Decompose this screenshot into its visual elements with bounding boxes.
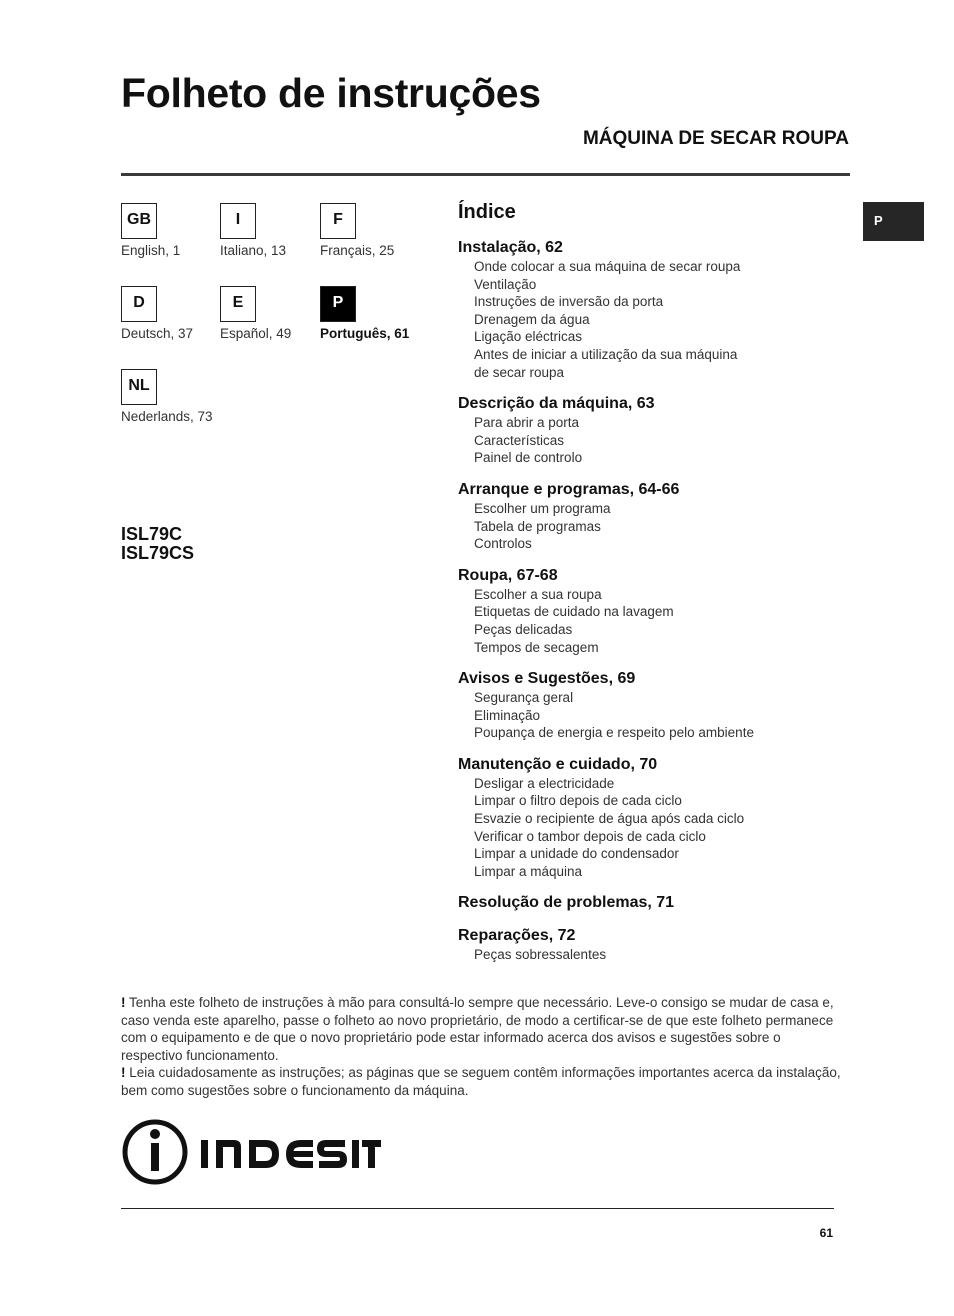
header-divider	[121, 173, 850, 176]
language-entry-d[interactable]	[121, 286, 193, 341]
page-title: Folheto de instruções	[121, 70, 541, 116]
toc-item[interactable]: Escolher a sua roupa	[474, 586, 602, 602]
toc-section-warnings	[458, 669, 878, 742]
toc-item[interactable]: Escolher um programa	[474, 500, 611, 516]
toc-heading[interactable]: Avisos e Sugestões, 69	[458, 670, 636, 688]
toc-item[interactable]: Peças sobressalentes	[474, 947, 607, 963]
toc-section-maintenance	[458, 755, 878, 881]
toc-heading[interactable]: Descrição da máquina, 63	[458, 395, 655, 413]
warning-exclamation-icon: !	[121, 1065, 126, 1080]
language-label: Nederlands, 73	[121, 409, 213, 424]
toc-item[interactable]: Drenagem da água	[474, 311, 590, 327]
toc-item[interactable]: Controlos	[474, 536, 532, 552]
toc-item[interactable]: Antes de iniciar a utilização da sua máquina	[474, 346, 738, 362]
language-code-box: NL	[121, 369, 157, 405]
note-text: Tenha este folheto de instruções à mão para consultá-lo sempre que necessário. Leve-o consigo se mudar de casa e, caso venda este aparelho, passe o folheto ao novo proprietário, de modo a certificar-se de que este folheto permanece com o equipamento e de que o novo proprietário pode estar informado acerca dos avisos e sugestões sobre o respectivo funcionamento.	[121, 995, 834, 1063]
toc-item[interactable]: Para abrir a porta	[474, 415, 580, 431]
language-label: Español, 49	[220, 326, 292, 341]
safety-notes	[121, 994, 841, 1099]
index-title: Índice	[458, 201, 516, 223]
toc-heading[interactable]: Instalação, 62	[458, 239, 563, 256]
toc-heading[interactable]: Arranque e programas, 64-66	[458, 480, 680, 498]
footer-divider	[121, 1208, 834, 1209]
language-code-box: E	[220, 286, 256, 322]
language-entry-f[interactable]	[320, 203, 394, 258]
toc-item[interactable]: Ventilação	[474, 276, 537, 292]
language-code-box: GB	[121, 203, 157, 239]
indesit-logo-graphic	[121, 1118, 381, 1188]
language-label: Français, 25	[320, 243, 395, 258]
toc-section-laundry	[458, 566, 878, 656]
toc-item[interactable]: Poupança de energia e respeito pelo ambiente	[474, 725, 754, 741]
note-paragraph	[121, 1064, 841, 1099]
note-paragraph	[121, 994, 841, 1064]
language-entry-p[interactable]	[320, 286, 409, 341]
model-number: ISL79CS	[121, 543, 195, 563]
language-label-active: Português, 61	[320, 326, 410, 341]
language-label: Deutsch, 37	[121, 326, 194, 341]
toc-section-troubleshooting	[458, 893, 878, 913]
toc-item[interactable]: Tempos de secagem	[474, 639, 599, 655]
toc-item[interactable]: de secar roupa	[474, 364, 565, 380]
toc-item[interactable]: Onde colocar a sua máquina de secar roupa	[474, 259, 741, 274]
toc-section-repairs	[458, 926, 878, 964]
toc-item[interactable]: Verificar o tambor depois de cada ciclo	[474, 828, 706, 844]
indesit-logo	[121, 1118, 381, 1193]
language-entry-gb[interactable]	[121, 203, 180, 258]
toc-item[interactable]: Etiquetas de cuidado na lavagem	[474, 604, 674, 620]
language-entry-nl[interactable]	[121, 369, 213, 424]
table-of-contents	[458, 238, 878, 977]
toc-item[interactable]: Desligar a electricidade	[474, 775, 615, 791]
toc-item[interactable]: Limpar a unidade do condensador	[474, 846, 679, 862]
product-subtitle: MÁQUINA DE SECAR ROUPA	[582, 128, 849, 149]
toc-item[interactable]: Características	[474, 432, 565, 448]
toc-item[interactable]: Tabela de programas	[474, 518, 601, 534]
language-code-box-active: P	[320, 286, 356, 322]
toc-item[interactable]: Instruções de inversão da porta	[474, 294, 664, 310]
toc-item[interactable]: Esvazie o recipiente de água após cada ciclo	[474, 811, 745, 827]
toc-item[interactable]: Limpar o filtro depois de cada ciclo	[474, 793, 682, 809]
page-number: 61	[819, 1226, 833, 1240]
toc-heading[interactable]: Manutenção e cuidado, 70	[458, 755, 658, 773]
toc-section-programs	[458, 480, 878, 553]
note-text: Leia cuidadosamente as instruções; as páginas que se seguem contêm informações importantes acerca da instalação, bem como sugestões sobre o funcionamento da máquina.	[121, 1065, 841, 1098]
toc-item[interactable]: Eliminação	[474, 707, 541, 723]
toc-item[interactable]: Peças delicadas	[474, 621, 573, 637]
toc-section-description	[458, 394, 878, 467]
toc-section-installation	[458, 238, 878, 381]
model-number: ISL79C	[121, 524, 183, 544]
toc-item[interactable]: Segurança geral	[474, 690, 574, 706]
toc-item[interactable]: Ligação eléctricas	[474, 329, 583, 345]
model-numbers	[121, 525, 194, 563]
language-label: Italiano, 13	[220, 243, 287, 258]
toc-item[interactable]: Limpar a máquina	[474, 863, 583, 879]
language-code-box: I	[220, 203, 256, 239]
language-label: English, 1	[121, 243, 181, 258]
toc-heading[interactable]: Roupa, 67-68	[458, 566, 558, 584]
language-entry-i[interactable]	[220, 203, 286, 258]
side-tab-label: P	[874, 213, 883, 228]
toc-heading[interactable]: Resolução de problemas, 71	[458, 894, 675, 912]
language-code-box: F	[320, 203, 356, 239]
toc-item[interactable]: Painel de controlo	[474, 450, 583, 466]
language-code-box: D	[121, 286, 157, 322]
warning-exclamation-icon: !	[121, 995, 126, 1010]
language-side-tab	[863, 202, 924, 241]
toc-heading[interactable]: Reparações, 72	[458, 927, 576, 945]
language-entry-e[interactable]	[220, 286, 291, 341]
